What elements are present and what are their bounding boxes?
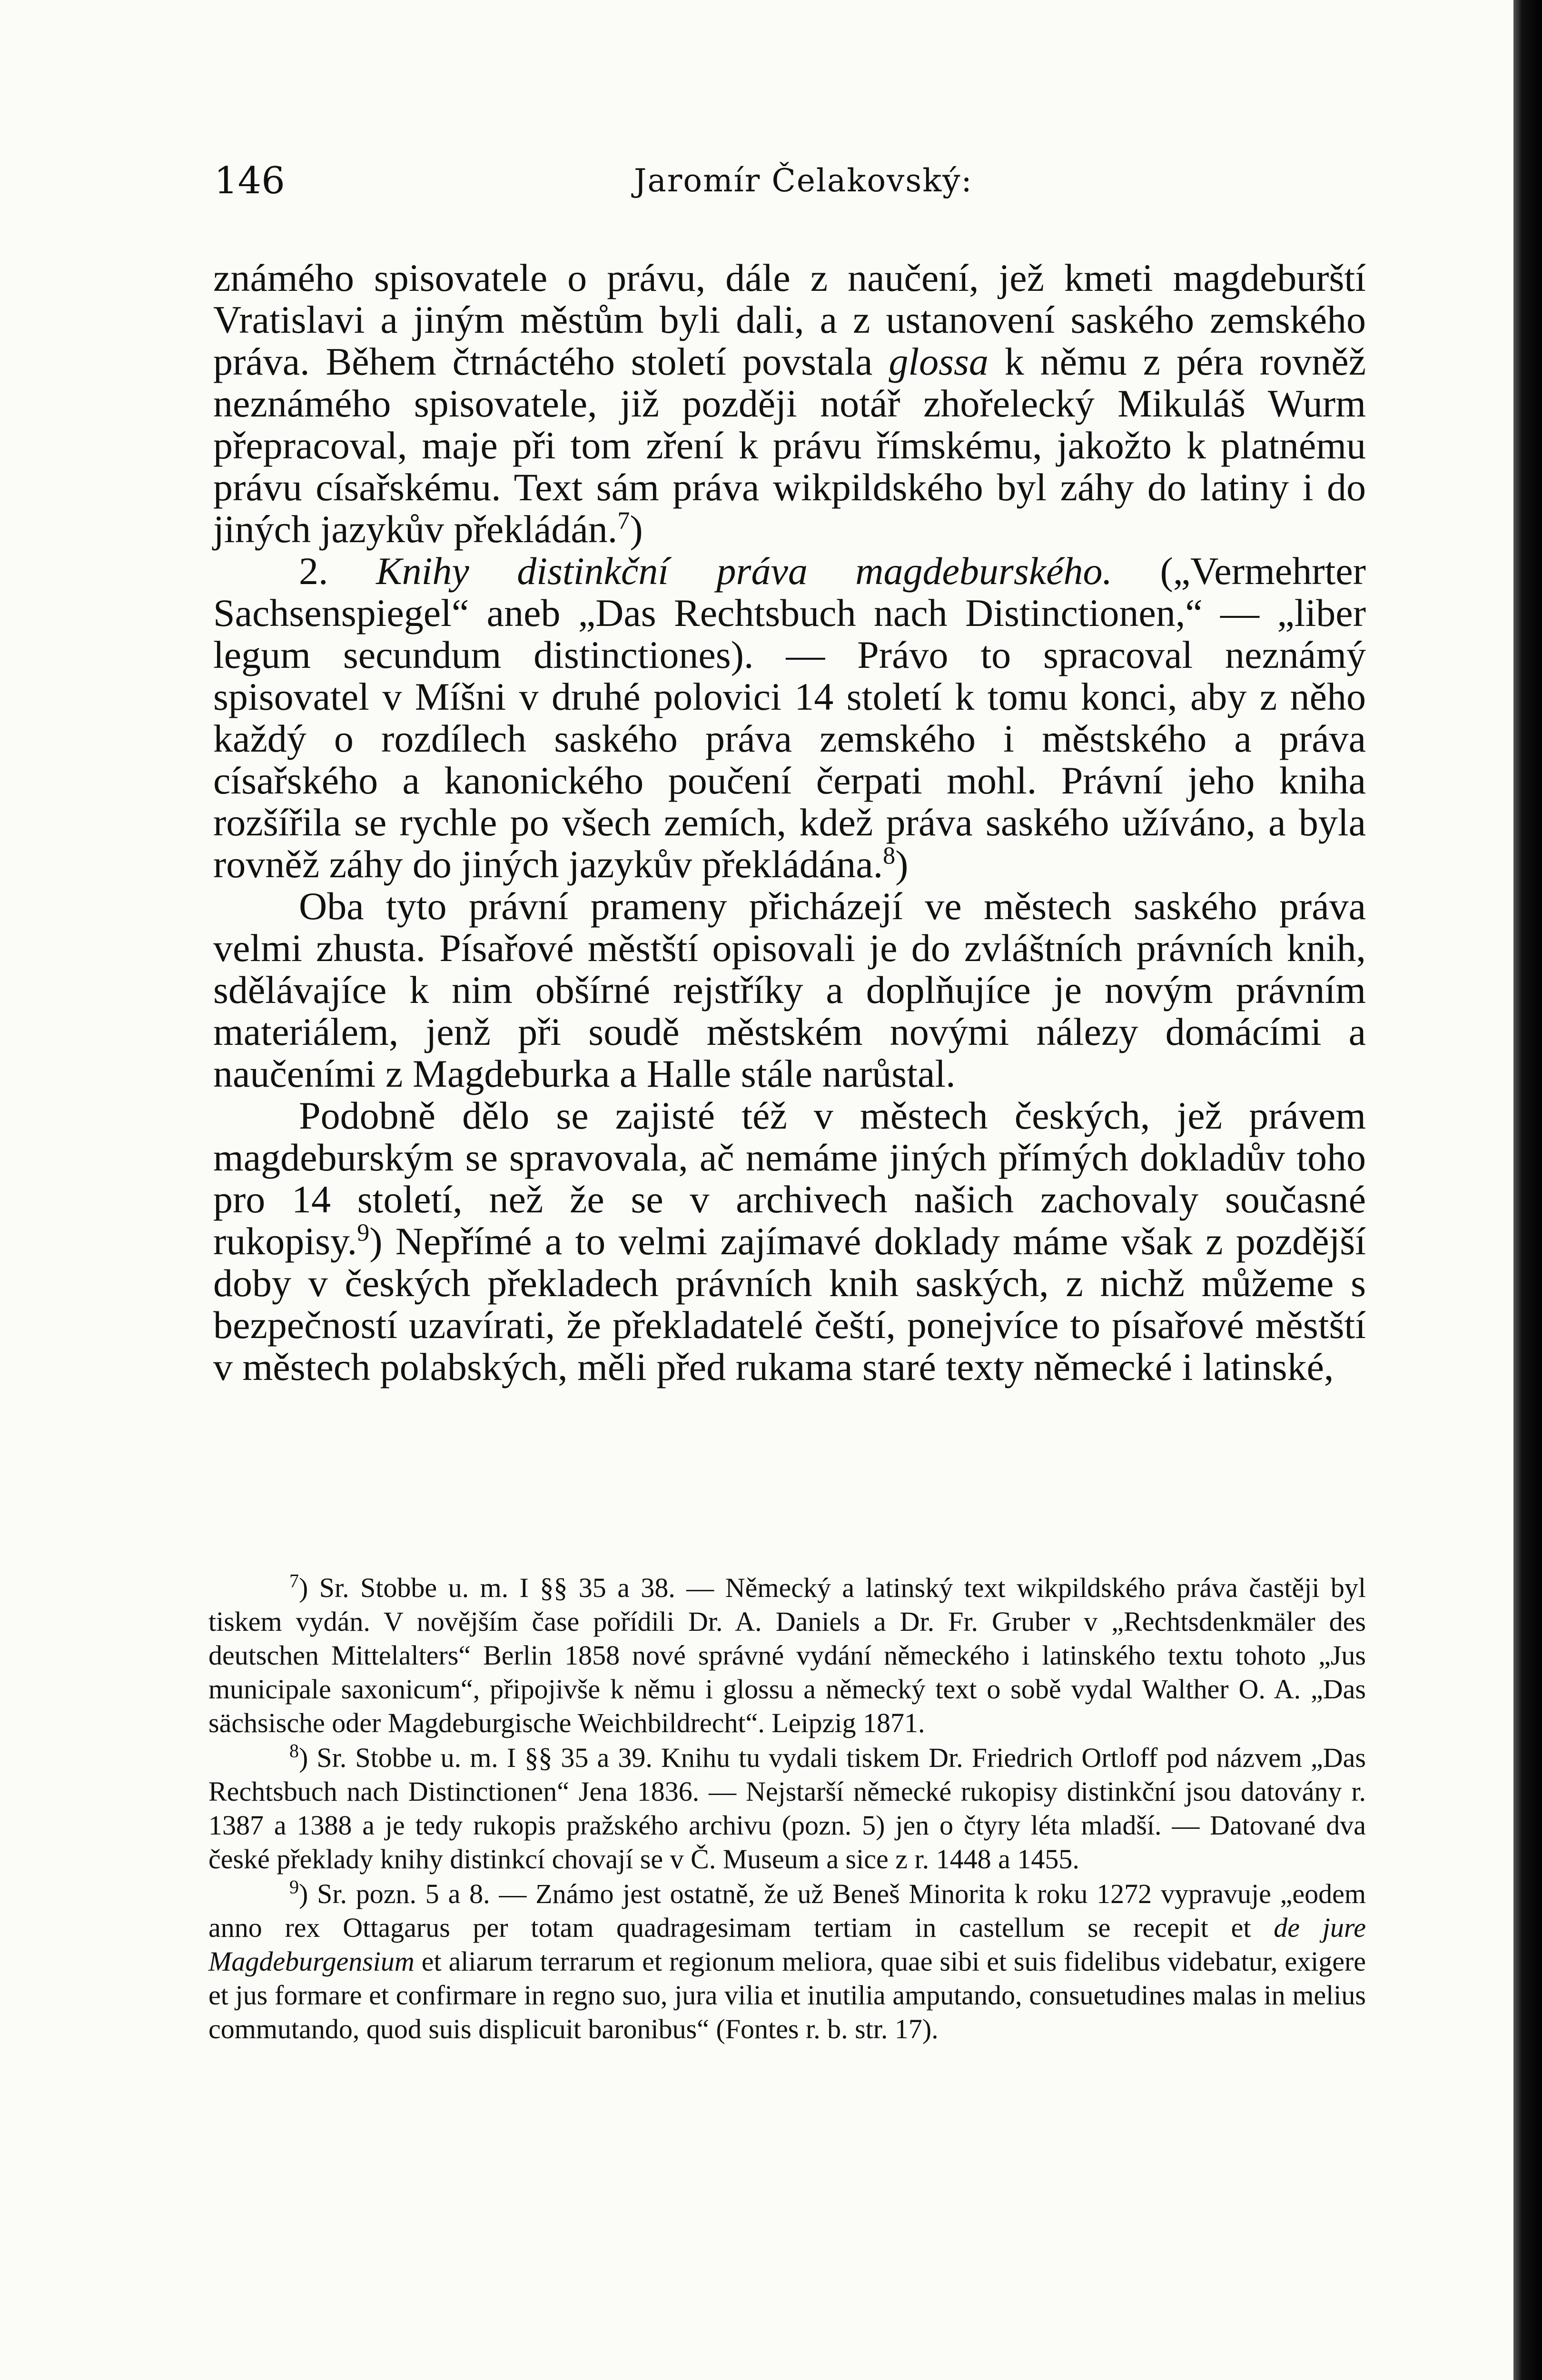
footnote-9-mark: 9 [289,1876,299,1898]
paragraph-1-text-2: k němu z péra rovněž neznámého spisovatele, již později notář zhořelecký Mikuláš Wurm přepracoval, maje při tom zření k právu římskému, jakožto k platnému právu císařskému. Text sám práva wikpildského byl záhy do latiny i do jiných jazykův překládán. [213,340,1366,551]
footnote-7-mark: 7 [289,1570,299,1592]
paragraph-2 [213,550,1366,885]
footnote-8-mark: 8 [289,1740,299,1762]
paragraph-4 [213,1095,1366,1388]
footnote-7-text: ) Sr. Stobbe u. m. I §§ 35 a 38. — Německý a latinský text wikpildského práva častěji byl tiskem vydán. V novějším čase pořídili Dr. A. Daniels a Dr. Fr. Gruber v „Rechtsdenkmäler des deutschen Mittelalters“ Berlin 1858 nové správné vydání německého i latinského textu tohoto „Jus municipale saxonicum“, připojivše k němu i glossu a německý text o sobě vydal Walther O. A. „Das sächsische oder Magdeburgische Weichbildrecht“. Leipzig 1871. [208,1572,1366,1738]
footnote-8 [208,1741,1366,1876]
footnote-ref-9: 9 [357,1219,370,1247]
section-title: Knihy distinkční práva magdeburského. [376,549,1113,593]
footnote-7 [208,1571,1366,1740]
footnote-9-text-2: et aliarum terrarum et regionum meliora, quae sibi et suis fidelibus videbatur, exigere et jus formare et confirmare in regno suo, jura vilia et inutilia amputando, consuetudines malas in melius commutando, quod suis displicuit baronibus“ (Fontes r. b. str. 17). [208,1946,1366,2044]
running-title: Jaromír Čelakovský: [634,162,973,199]
footnote-9 [208,1877,1366,2046]
footnote-8-text: ) Sr. Stobbe u. m. I §§ 35 a 39. Knihu tu vydali tiskem Dr. Friedrich Ortloff pod názvem „Das Rechtsbuch nach Distinctionen“ Jena 1836. — Nejstarší německé rukopisy distinkční jsou datovány r. 1387 a 1388 a je tedy rukopis pražského archivu (pozn. 5) jen o čtyry léta mladší. — Datované dva české překlady knihy distinkcí chovají se v Č. Museum a sice z r. 1448 a 1455. [208,1742,1366,1874]
paragraph-1 [213,257,1366,550]
footnote-ref-8-close: ) [895,843,909,886]
paragraph-3: Oba tyto právní prameny přicházejí ve městech saského práva velmi zhusta. Písařové městští opisovali je do zvláštních právních knih, sdělávajíce k nim obšírné rejstříky a doplňujíce je novým právním materiálem, jenž při soudě městském novými nálezy domácími a naučeními z Magdeburka a Halle stále narůstal. [213,884,1366,1095]
page-edge [1513,0,1542,2380]
running-header [214,157,1118,205]
paragraph-4-text-2: ) Nepřímé a to velmi zajímavé doklady máme však z pozdější doby v českých překladech právních knih saských, z nichž můžeme s bezpečností uzavírati, že překladatelé čeští, ponejvíce to písařové městští v městech polabských, měli před rukama staré texty německé i latinské, [213,1220,1366,1388]
paragraph-4-text: Podobně dělo se zajisté též v městech českých, jež právem magdeburským se spravovala, ač nemáme jiných přímých dokladův toho pro 14 století, než že se v archivech našich zachovaly současné rukopisy. [213,1094,1366,1263]
footnote-9-text: ) Sr. pozn. 5 a 8. — Známo jest ostatně, že už Beneš Minorita k roku 1272 vypravuje „eodem anno rex Ottagarus per totam quadragesimam tertiam in castellum se recepit et [208,1878,1366,1943]
page-number: 146 [214,159,285,202]
footnote-ref-7-close: ) [630,507,643,551]
footnote-ref-8: 8 [883,842,896,870]
footnote-9-italic: de jure Magdeburgensium [208,1912,1366,1977]
footnotes [208,1571,1366,2047]
paragraph-2-text: („Vermehrter Sachsenspiegel“ aneb „Das Rechtsbuch nach Distinctionen,“ — „liber legum secundum distinctiones). — Právo to spracoval neznámý spisovatel v Míšni v druhé polovici 14 století k tomu konci, aby z něho každý o rozdílech saského práva zemského i městského a práva císařského a kanonického poučení čerpati mohl. Právní jeho kniha rozšířila se rychle po všech zemích, kdež práva saského užíváno, a byla rovněž záhy do jiných jazykův překládána. [213,549,1366,886]
section-number: 2. [299,549,328,593]
paragraph-1-text: známého spisovatele o právu, dále z naučení, jež kmeti magdeburští Vratislavi a jiným městům byli dali, a z ustanovení saského zemského práva. Během čtrnáctého století povstala [213,256,1366,383]
footnote-ref-7: 7 [617,507,630,535]
glossa-term: glossa [889,340,988,383]
main-text [213,257,1366,1388]
